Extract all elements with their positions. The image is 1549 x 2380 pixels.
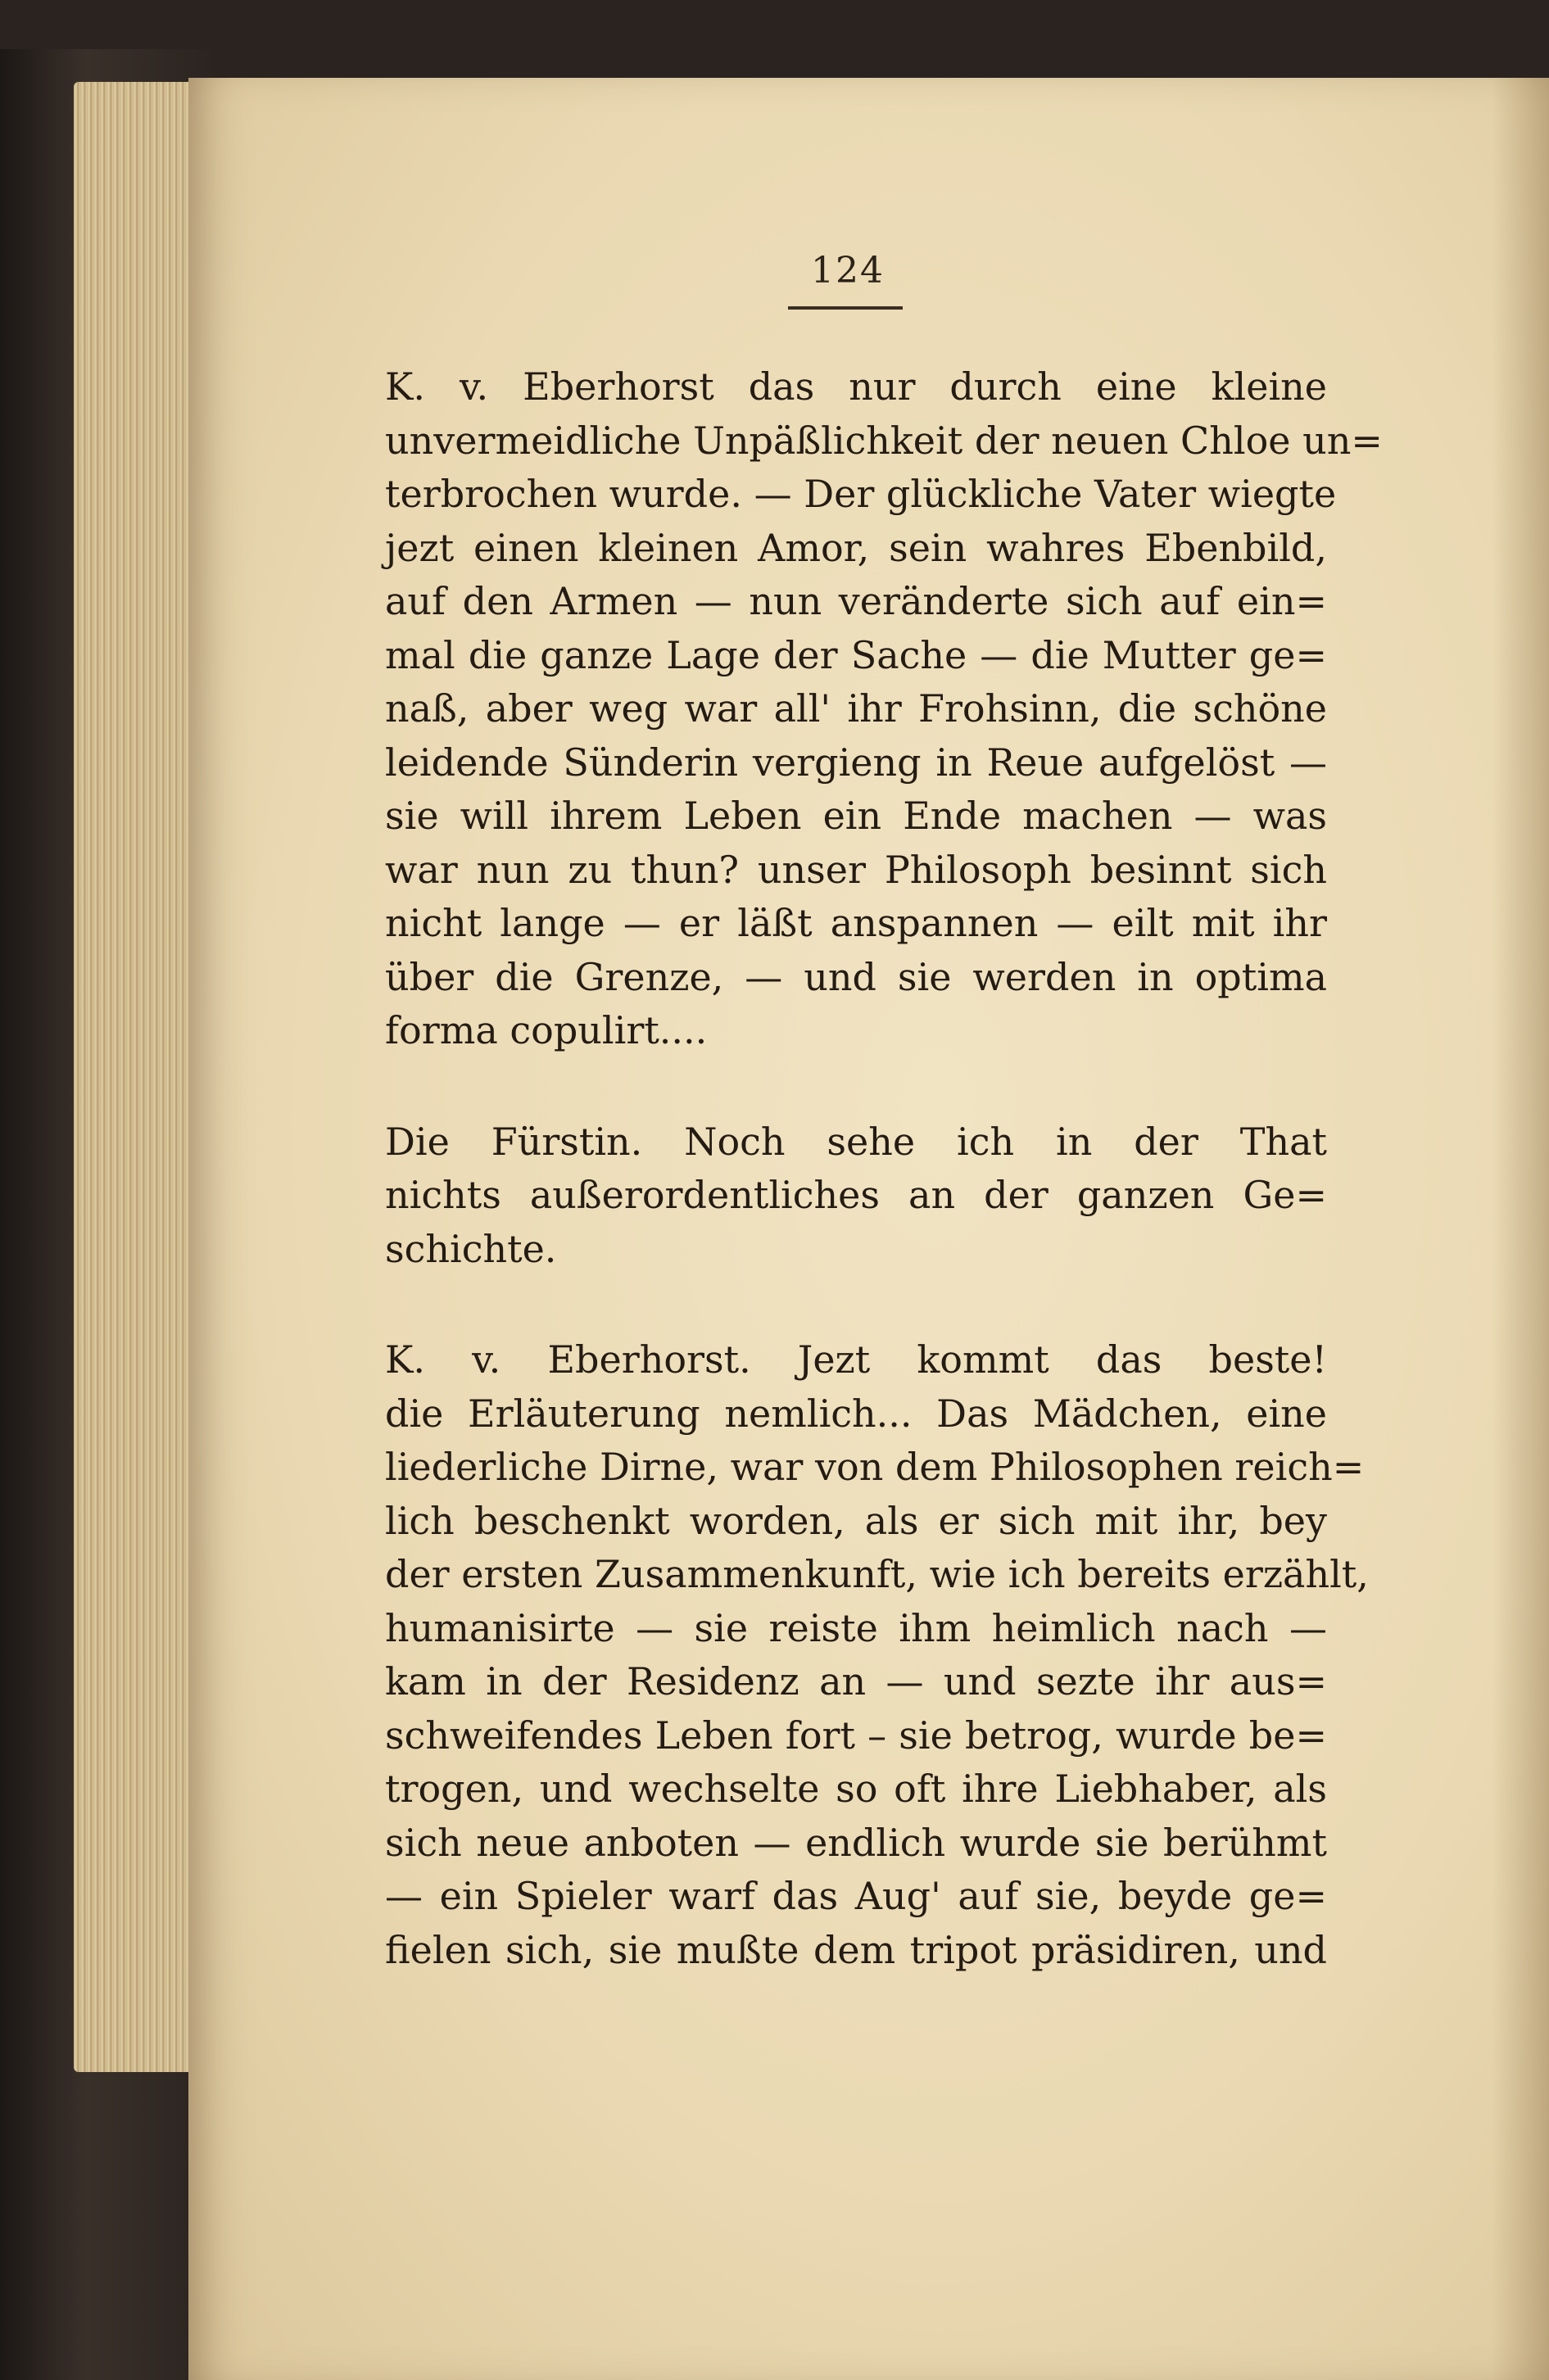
text-line: fielen sich, sie mußte dem tripot präsidiren, und: [385, 1927, 1327, 1972]
text-line: kam in der Residenz an — und sezte ihr aus=: [385, 1659, 1327, 1704]
text-line: schichte.: [385, 1226, 557, 1271]
text-line: schweifendes Leben fort – sie betrog, wurde be=: [385, 1713, 1327, 1758]
text-line: K. v. Eberhorst. Jezt kommt das beste!: [385, 1337, 1327, 1382]
text-line: die Erläuterung nemlich... Das Mädchen, eine: [385, 1391, 1327, 1436]
text-line: Die Fürstin. Noch sehe ich in der That: [385, 1119, 1327, 1164]
text-line: auf den Armen — nun veränderte sich auf ein=: [385, 579, 1327, 623]
page-gutter: [1492, 78, 1549, 2380]
text-line: lich beschenkt worden, als er sich mit ihr, bey: [385, 1498, 1327, 1543]
page-text: [385, 360, 1383, 1977]
text-line: — ein Spieler warf das Aug' auf sie, beyde ge=: [385, 1874, 1327, 1918]
text-line: humanisirte — sie reiste ihm heimlich nach —: [385, 1605, 1327, 1650]
paragraph-3: [385, 1333, 1369, 1977]
text-line: jezt einen kleinen Amor, sein wahres Ebenbild,: [385, 525, 1327, 570]
page-number-rule: [788, 306, 903, 310]
text-line: war nun zu thun? unser Philosoph besinnt sich: [385, 847, 1327, 892]
text-line: unvermeidliche Unpäßlichkeit der neuen Chloe un=: [385, 418, 1383, 463]
text-line: nicht lange — er läßt anspannen — eilt mit ihr: [385, 901, 1327, 945]
page-number: 124: [811, 250, 885, 292]
text-line: leidende Sünderin vergieng in Reue aufgelöst —: [385, 740, 1327, 785]
paragraph-2: [385, 1115, 1327, 1277]
text-line: der ersten Zusammenkunft, wie ich bereits erzählt,: [385, 1552, 1369, 1596]
text-line: liederliche Dirne, war von dem Philosophen reich=: [385, 1445, 1365, 1489]
paragraph-gap: [385, 1276, 1327, 1333]
text-line: forma copulirt....: [385, 1008, 708, 1052]
text-line: terbrochen wurde. — Der glückliche Vater wiegte: [385, 472, 1337, 516]
text-line: sich neue anboten — endlich wurde sie berühmt: [385, 1820, 1327, 1865]
paragraph-1: [385, 360, 1383, 1058]
text-line: nichts außerordentliches an der ganzen Ge=: [385, 1173, 1327, 1217]
paragraph-gap: [385, 1058, 1327, 1115]
text-line: K. v. Eberhorst das nur durch eine kleine: [385, 364, 1327, 409]
text-line: trogen, und wechselte so oft ihre Liebhaber, als: [385, 1767, 1327, 1811]
text-line: mal die ganze Lage der Sache — die Mutter ge=: [385, 632, 1327, 677]
text-line: über die Grenze, — und sie werden in optima: [385, 954, 1327, 999]
text-line: naß, aber weg war all' ihr Frohsinn, die schöne: [385, 686, 1327, 731]
text-line: sie will ihrem Leben ein Ende machen — was: [385, 794, 1327, 838]
